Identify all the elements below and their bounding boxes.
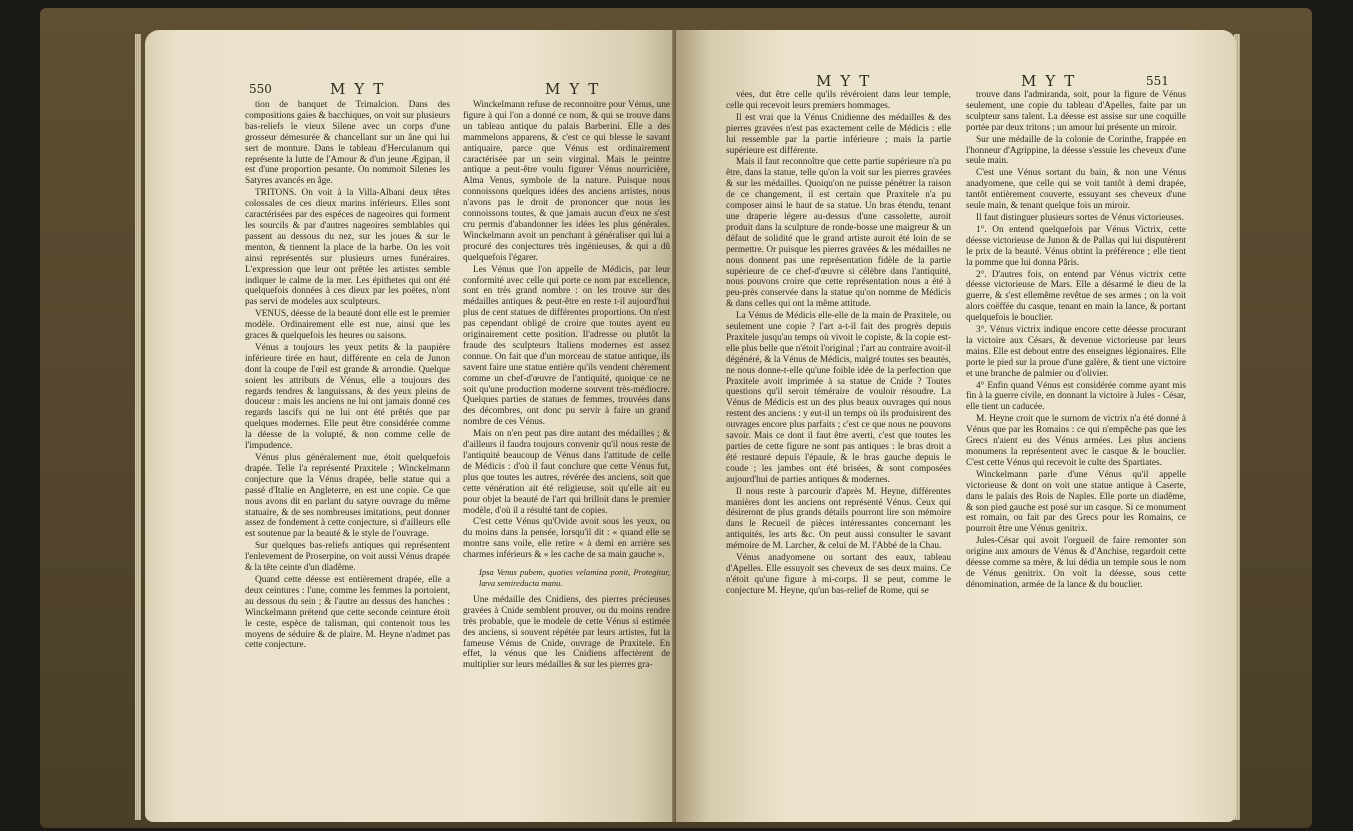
- right-page: [676, 30, 1236, 822]
- running-head-right-1: MYT: [816, 72, 879, 90]
- paragraph: Il faut distinguer plusieurs sortes de Vénus victorieuses.: [976, 212, 1184, 223]
- paragraph: Mais on n'en peut pas dire autant des médailles ; & d'ailleurs il faudra toujours convenir qu'il nous reste de l'antiquité beaucoup de Vénus dans l'attitude de celle de Médicis : d'où il faut conclure que cette Vénus fut, plus que toutes les autres, révérée des anciens, soit que cette vénération ait été religieuse, soit qu'elle ait eu pour objet la beauté de l'art qui brilloit dans le premier modèle, d'où il a résulté tant de copies.: [463, 429, 670, 516]
- paragraph: Il est vrai que la Vénus Cnidienne des médailles & des pierres gravées n'est pas exactement celle de Médicis : elle lui ressemble par la partie inférieure ; mais la partie supérieure est différente.: [726, 112, 951, 156]
- left-column-1: [245, 100, 450, 652]
- running-head-right-2: MYT: [1021, 72, 1084, 90]
- running-head-left-2: MYT: [545, 80, 608, 98]
- paragraph: M. Heyne croit que le surnom de victrix n'a été donné à Vénus que par les Romains : ce qui n'empêche pas que les Grecs n'aient eu des Vénus armées. Les plus anciens monumens la représentent avec le casque & le bouclier. C'est cette Vénus qui recevoit le culte des Spartiates.: [966, 414, 1186, 468]
- left-column-2: [463, 100, 670, 672]
- paragraph: Il nous reste à parcourir d'après M. Heyne, différentes manières dont les anciens ont représenté Vénus. Ceux qui désireront de plus grands détails pourront lire son mémoire dans le Recueil de pièces intéressantes concernant les antiquités, les arts &c. On peut aussi consulter le savant mémoire de M. Larcher, & celui de M. l'Abbé de la Chau.: [726, 486, 951, 552]
- page-number-left: 550: [249, 82, 272, 96]
- paragraph: Sur quelques bas-reliefs antiques qui représentent l'enlevement de Proserpine, on voit aussi Vénus drapée & la tête ceinte d'un diadême.: [245, 541, 450, 574]
- paragraph: Jules-César qui avoit l'orgueil de faire remonter son origine aux amours de Vénus & d'Anchise, regardoit cette déesse comme sa mère, & lui dédia un temple sous le nom de Vénus genitrix. On voit la déesse, sous cette dénomination, armée de la lance & du bouclier.: [966, 536, 1186, 590]
- paragraph: Vénus a toujours les yeux petits & la paupière inférieure tirée en haut, différente en cela de Junon dont la coupe de l'œil est grande & arrondie. Quelque soient les attributs de Vénus, elle a toujours des regards tendres & languissans, & des yeux pleins de douceur : mais les anciens ne lui ont jamais donné ces regards lascifs qui ne lui ont été prêtés que par quelques modernes. Elle peut être considérée comme la déesse de la volupté, & non comme celle de l'impudence.: [245, 342, 450, 452]
- paragraph: La Vénus de Médicis elle-elle de la main de Praxitele, ou seulement une copie ? l'art a-t-il fait des progrès depuis Praxitele jusqu'au temps où vivoit le copiste, & la copie est-elle plus belle que n'étoit l'original ; l'art au contraire avoit-il dégénéré, & la Vénus de Médicis, malgré toutes ses beautés, ne nous donne-t-elle qu'une foible idée de la perfection que Praxitele avoit imprimée à sa statue de Cnide ? Toutes questions qu'il seroit téméraire de vouloir résoudre. La Vénus de Médicis est un des plus beaux ouvrages qui nous restent des anciens : y eut-il un temps où ils produisirent des ouvrages encore plus parfaits ; c'est ce que nous ne pouvons savoir. Mais ce dont il faut être averti, c'est que toutes les parties de cette figure ne sont pas antiques : le bras droit a été restauré depuis l'épaule, & le bras gauche depuis le coude ; les jambes ont été brisées, & sont composées aujourd'hui de parties antiques & modernes.: [726, 311, 951, 485]
- paragraph: 4° Enfin quand Vénus est considérée comme ayant mis fin à la guerre civile, en donnant la victoire à Jules - César, elle tient un caducée.: [966, 380, 1186, 413]
- page-number-right: 551: [1146, 74, 1169, 88]
- paragraph: Vénus plus généralement nue, étoit quelquefois drapée. Telle l'a représenté Praxitele ; Winckelmann conjecture que la Vénus drapée, belle statue qui a passé d'Italie en Angleterre, en est une copie. Ce que nous avons dit en parlant du satyre ouvrage du même statuaire, & de ses nombreuses imitations, peut donner assez de fondement à cette conjecture, si d'ailleurs elle est soutenue par la beauté & le style de l'ouvrage.: [245, 453, 450, 540]
- paragraph: Winckelmann parle d'une Vénus qu'il appelle victorieuse & dont on voit une statue antique à Caserte, dans le palais des Rois de Naples. Elle porte un diadême, & son pied gauche est posé sur un casque. Si ce monument est romain, ou fait par des Grecs pour les Romains, ce pourroit être une Vénus genitrix.: [966, 469, 1186, 535]
- left-page: [145, 30, 680, 822]
- paragraph: trouve dans l'admiranda, soit, pour la figure de Vénus seulement, une copie du tableau d'Apelles, faite par un sculpteur sans talent. La déesse est assise sur une coquille portée par deux tritons ; un amour lui présente un miroir.: [966, 90, 1186, 133]
- paragraph: Mais il faut reconnoître que cette partie supérieure n'a pu être, dans la statue, telle qu'on la voit sur les pierres gravées & sur les médailles. Quoiqu'on ne puisse pénétrer la raison de ce changement, il est certain que Praxitele n'a pu composer ainsi le haut de sa statue. Un bras étendu, tenant une draperie légere au-dessus d'une cassolette, auroit produit dans la sculpture de ronde-bosse une maigreur & un défaut de solidité que le grand artiste auroit été loin de se permettre. Or puisque les pierres gravées & les médailles ne nous donnent pas une représentation fidèle de la partie supérieure de ce chef-d'œuvre si célèbre dans l'antiquité, nous pouvons croire que cette représentation nous a été à peu-près conservée dans la statue qu'on nomme de Médicis & dans celles qui ont la même attitude.: [726, 157, 951, 310]
- paragraph: 2°. D'autres fois, on entend par Vénus victrix cette déesse victorieuse de Mars. Elle a désarmé le dieu de la guerre, & s'est ellemême revêtue de ses armes ; on la voit alors coëffée du casque, tenant en main la lance, & portant quelquefois le bouclier.: [966, 269, 1186, 324]
- running-head-left: MYT: [330, 80, 393, 98]
- paragraph: Une médaille des Cnidiens, des pierres précieuses gravées à Cnide semblent prouver, ou du moins rendre très probable, que le modele de cette Vénus si estimée des anciens, si souvent répétée par leurs artistes, fut la fameuse Vénus de Cnide, ouvrage de Praxitele. En effet, la vénus que les Cnidiens affectèrent de multiplier sur leurs médailles & sur les pierres gra-: [463, 594, 670, 671]
- paragraph: tion de banquet de Trimalcion. Dans des compositions gaies & bacchiques, on voit sur plusieurs bas-reliefs le vieux Silene avec un corps d'une grosseur démesurée & chancellant sur un âne qui lui sert de monture. Dans le tableau d'Herculanum qui représente la lutte de l'Amour & d'un jeune Ægipan, il est d'une proportion pesante. On nommoit Silenes les Satyres avancés en âge.: [245, 100, 450, 187]
- page-edges-left: [135, 34, 141, 820]
- paragraph: Vénus anadyomene ou sortant des eaux, tableau d'Apelles. Elle essuyoit ses cheveux de ses deux mains. Ce n'étoit qu'une figure à mi-corps. Il se peut, comme le conjecture M. Heyne, qu'un bas-relief de Rome, qui se: [726, 553, 951, 596]
- paragraph: vées, dut être celle qu'ils révéroient dans leur temple, celle qui recevoit leurs premiers hommages.: [726, 90, 951, 111]
- paragraph: 3°. Vénus victrix indique encore cette déesse procurant la victoire aux Césars, & devenue victorieuse par leurs mains. Elle est debout entre des enseignes légionaires. Elle porte le pied sur la proue d'une galère, & tient une victoire et une branche de palmier ou d'olivier.: [966, 325, 1186, 379]
- paragraph: C'est une Vénus sortant du bain, & non une Vénus anadyomene, que celle qui se voit tantôt à demi drapée, tantôt entièrement couverte, essuyant ses cheveux d'une seule main, & tenant quelque fois un miroir.: [966, 168, 1186, 212]
- paragraph: Sur une médaille de la colonie de Corinthe, frappée en l'honneur d'Agrippine, la déesse s'essuie les cheveux d'une seule main.: [966, 134, 1186, 167]
- paragraph: 1°. On entend quelquefois par Vénus Victrix, cette déesse victorieuse de Junon & de Pallas qui lui disputèrent le prix de la beauté. Vénus obtint la préférence ; elle tient la pomme que lui donna Pâris.: [966, 224, 1186, 268]
- right-column-1: [726, 90, 951, 598]
- latin-verse: Ipsa Venus pubem, quoties velamina ponit, Protegitur, læva semireducta manu.: [479, 567, 670, 588]
- paragraph: VENUS, déesse de la beauté dont elle est le premier modèle. Ordinairement elle est nue, ainsi que les graces & quelquefois les heures ou saisons.: [245, 309, 450, 342]
- right-column-2: [966, 90, 1186, 592]
- paragraph: Quand cette déesse est entièrement drapée, elle a deux ceintures : l'une, comme les femmes la portoient, au dessous du sein ; & l'autre au dessus des hanches : Winckelmann prétend que cette seconde ceinture étoit le ceste, espèce de talisman, qui contenoit tous les moyens de séduire & de plaire. M. Heyne n'admet pas cette conjecture.: [245, 574, 450, 651]
- paragraph: Winckelmann refuse de reconnoitre pour Vénus, une figure à qui l'on a donné ce nom, & qui se trouve dans un tableau antique du palais Barberini. Elle a des mammelons apparens, & c'est ce qui blesse le savant antiquaire, parce que Vénus est ordinairement caractérisée par un sein virginal. Mais le peintre antique a peut-être voulu figurer Vénus nourricière, Alma Venus, symbole de la nature. Puisque nous connoissons quelques idées des anciens artistes, nous n'avons pas le droit de prononcer que nous les connoissons toutes, & que jamais aucun d'eux ne s'est cru permis d'abandonner les idées les plus générales. Winckelmann avoit un penchant à généraliser qui lui a procuré des conjectures très ingénieuses, & qui a dû quelquefois l'égarer.: [463, 100, 670, 263]
- paragraph: C'est cette Vénus qu'Ovide avoit sous les yeux, ou du moins dans la pensée, lorsqu'il dit : « quand elle se montre sans voile, elle retire « à demi en arrière ses charmes inférieurs & « les cache de sa main gauche ».: [463, 517, 670, 561]
- paragraph: Les Vénus que l'on appelle de Médicis, par leur conformité avec celle qui porte ce nom par excellence, sont en très grand nombre : on les trouve sur des médailles antiques & peut-être en reste t-il aujourd'hui plus de cent statues de différentes proportions. On n'est pas cependant obligé de croire que toutes ayent eu originairement cette position. Il'adresse ou plutôt la fraude des sculpteurs Italiens modernes est assez connue. On fait que d'un morceau de statue antique, ils savent faire une statue entière qu'ils vendent chérement comme un chef-d'œuvre de l'antiquité, quoique ce ne soit qu'une production moderne souvent très-médiocre. Quelques parties de statues de femmes, trouvées dans des décombres, ont donc pu servir à faire un grand nombre de ces Vénus.: [463, 264, 670, 428]
- paragraph: TRITONS. On voit à la Villa-Albani deux têtes colossales de ces dieux marins inférieurs. Elles sont caractérisées par des espéces de nageoires qui forment les sourcils & par d'autres nageoires semblables qui passent au dessous du nez, sur les joues & sur le menton, & tiennent la place de la barbe. On les voit ainsi représentés sur plusieurs urnes funéraires. L'expression que leur ont prêtée les artistes semble indiquer le calme de la mer. Les épithetes qui ont été quelquefois données à ces dieux par les poëtes, n'ont pas servi de modeles aux sculpteurs.: [245, 188, 450, 308]
